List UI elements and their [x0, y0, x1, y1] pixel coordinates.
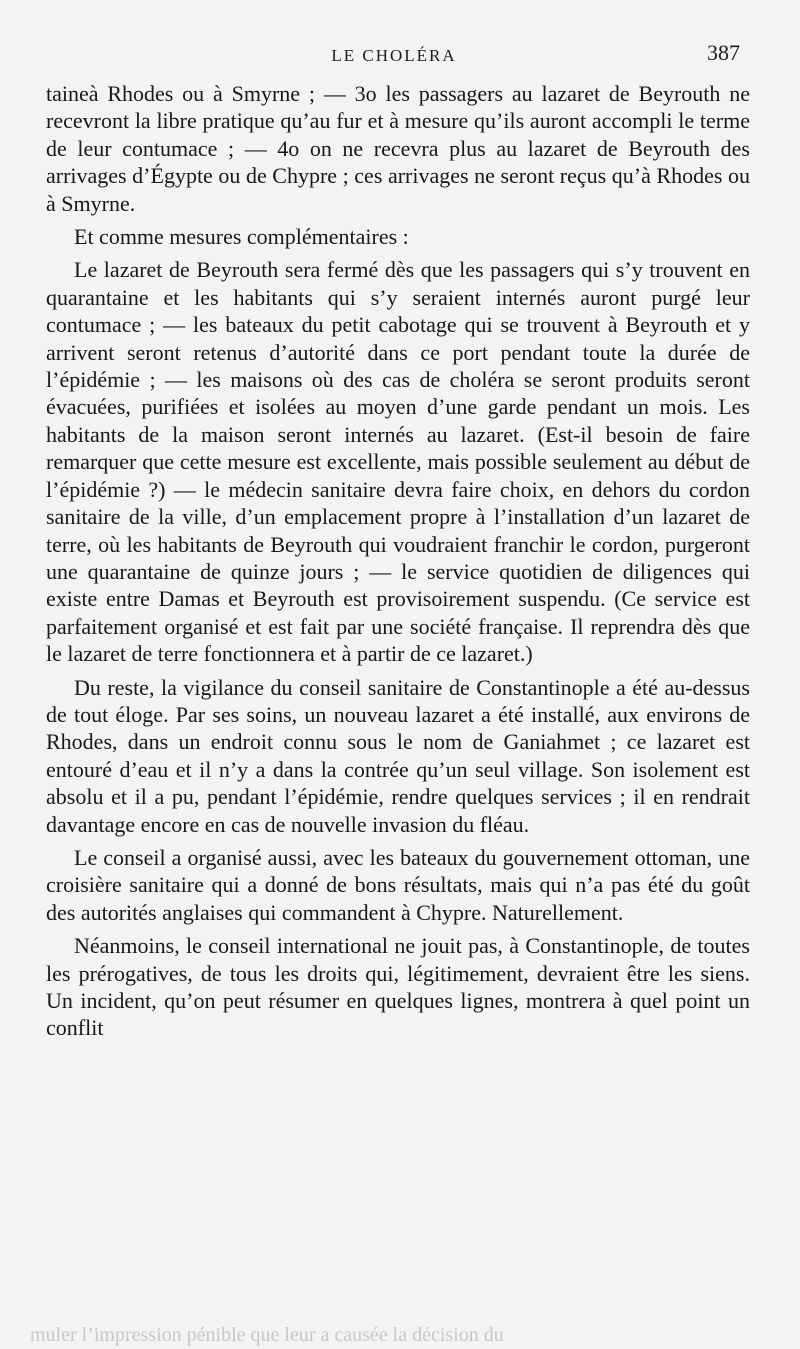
paragraph-constantinople-council: Du reste, la vigilance du conseil sanitaire de Constantinople a été au-dessus de tout éloge. Par ses soins, un nouveau lazaret a été installé, aux environs de Rhodes, dans un endroit connu sous le nom de Ganiahmet ; ce lazaret est entouré d’eau et il n’y a dans la contrée qu’un seul village. Son isolement est absolu et il a pu, pendant l’épidémie, rendre quelques services ; il en rendrait davantage encore en cas de nouvelle invasion du fléau.	[46, 674, 750, 837]
paragraph-beyrouth-lazaret: Le lazaret de Beyrouth sera fermé dès que les passagers qui s’y trouvent en quarantaine et les habitants qui s’y seraient internés auront purgé leur contumace ; — les bateaux du petit cabotage qui se trouvent à Beyrouth et y arrivent seront retenus d’autorité dans ce port pendant toute la durée de l’épidémie ; — les maisons où des cas de choléra se seront produits seront évacuées, purifiées et isolées au moyen d’une garde pendant un mois. Les habitants de la maison seront internés au lazaret. (Est-il besoin de faire remarquer que cette mesure est excellente, mais possible seulement au début de l’épidémie ?) — le médecin sanitaire devra faire choix, en dehors du cordon sanitaire de la ville, d’un emplacement propre à l’installation d’un lazaret de terre, où les habitants de Beyrouth qui voudraient franchir le cordon, purgeront une quarantaine de quinze jours ; — le service quotidien de diligences qui existe entre Damas et Beyrouth est provisoirement suspendu. (Ce service est parfaitement organisé et est fait par une société française. Il reprendra dès que le lazaret de terre fonctionnera et à partir de ce lazaret.)	[46, 257, 750, 667]
page-header	[44, 40, 744, 70]
paragraph-complementary-measures: Et comme mesures complémentaires :	[74, 224, 409, 250]
paragraph-international-council: Néanmoins, le conseil international ne jouit pas, à Constantinople, de toutes les prérogatives, de tous les droits qui, légitimement, devraient être les siens. Un incident, qu’on peut résumer en quelques lignes, montrera à quel point un conflit	[46, 933, 750, 1041]
bleed-through-text: muler l’impression pénible que leur a causée la décision du	[30, 1324, 504, 1346]
paragraph-sanitary-cruise: Le conseil a organisé aussi, avec les bateaux du gouvernement ottoman, une croisière sanitaire qui a donné de bons résultats, mais qui n’a pas été du goût des autorités anglaises qui commandent à Chypre. Naturellement.	[46, 844, 750, 925]
page-number: 387	[707, 40, 740, 65]
body-text	[46, 80, 750, 1048]
paragraph-continuation: taineà Rhodes ou à Smyrne ; — 3o les passagers au lazaret de Beyrouth ne recevront la libre pratique qu’au fur et à mesure qu’ils auront accompli le terme de leur contumace ; — 4o on ne recevra plus au lazaret de Beyrouth des arrivages d’Égypte ou de Chypre ; ces arrivages ne seront reçus qu’à Rhodes ou à Smyrne.	[46, 81, 750, 216]
running-head: LE CHOLÉRA	[331, 46, 457, 65]
